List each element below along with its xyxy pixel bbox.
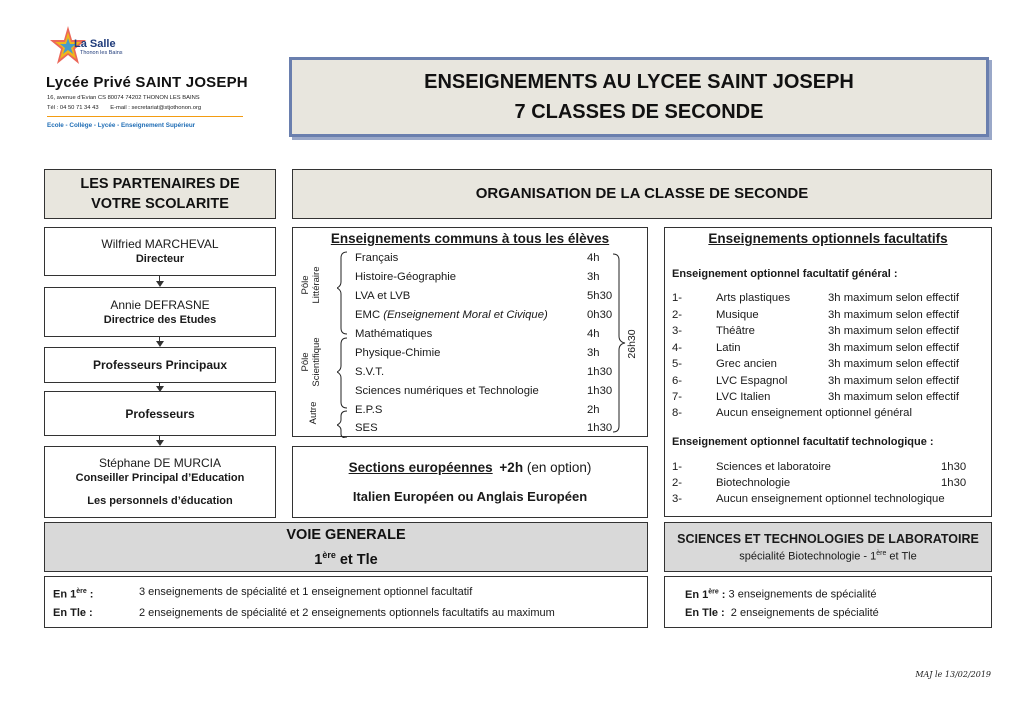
page-title-box — [289, 57, 989, 137]
optional-tech-title: Enseignement optionnel facultatif technologique : — [672, 436, 934, 448]
optional-teachings-box: Enseignements optionnels facultatifs Enseignement optionnel facultatif général : 1- Arts plastiques 3h maximum selon effectif 2- Musique 3h maximum selon effectif 3- Théâtre 3h maximum selon effectif 4- Latin 3h maximum selon effectif 5- Grec ancien 3h maximum selon effectif 6- LVC Espagnol 3h maximum selon effectif 7- LVC Italien 3h maximum selon effectif 8- Aucun enseignement optionnel général Enseignement optionnel facultatif technologique : 1- Sciences et laboratoire 1h30 2- Biotechnologie 1h30 3- Aucun enseignement optionnel technologique — [664, 227, 992, 517]
common-teachings-title: Enseignements communs à tous les élèves — [330, 231, 610, 246]
school-levels: Ecole - Collège - Lycée - Enseignement Supérieur — [47, 122, 196, 129]
voie-generale-details — [44, 576, 648, 628]
partners-header — [44, 169, 276, 219]
european-sections-languages: Italien Européen ou Anglais Européen — [352, 489, 588, 504]
partner-card-cpe — [44, 446, 276, 518]
subject-hours: 4h — [587, 328, 600, 340]
subject-name: Mathématiques — [355, 328, 433, 340]
pole-label-autre: Autre — [308, 401, 319, 425]
school-address: 16, avenue d’Evian CS 80074 74202 THONON LES BAINS — [47, 95, 200, 101]
pole-brackets-icon — [337, 248, 349, 438]
partner-card-main-teachers — [44, 347, 276, 383]
stl-row: En 1ère : 3 enseignements de spécialité — [685, 588, 877, 601]
voie-generale-title: VOIE GENERALE — [286, 526, 406, 543]
total-bracket-icon — [613, 250, 627, 436]
voie-generale-levels: 1ère et Tle — [314, 549, 378, 568]
partner-role: Professeurs — [125, 406, 195, 421]
subject-hours: 1h30 — [587, 366, 613, 378]
subject-name: SES — [355, 422, 378, 434]
organisation-header-text: ORGANISATION DE LA CLASSE DE SECONDE — [475, 185, 809, 202]
pole-label-litteraire: Pôle Littéraire — [300, 266, 322, 304]
partner-role: Directrice des Etudes — [103, 313, 217, 326]
subject-name: Sciences numériques et Technologie — [355, 385, 539, 397]
subject-hours: 1h30 — [587, 422, 613, 434]
partners-header-line2: VOTRE SCOLARITE — [91, 196, 229, 212]
total-hours: 26h30 — [626, 329, 638, 359]
partner-role: Conseiller Principal d’Education — [75, 472, 245, 484]
pole-label-scientifique: Pôle Scientifique — [300, 337, 322, 387]
partner-role: Professeurs Principaux — [92, 358, 228, 372]
logo-divider — [47, 116, 243, 117]
row-text: 2 enseignements de spécialité et 2 enseignements optionnels facultatifs au maximum — [139, 607, 555, 619]
optional-teachings-title: Enseignements optionnels facultatifs — [708, 231, 948, 246]
partner-card-teachers — [44, 391, 276, 436]
subject-name: Français — [355, 252, 399, 264]
subject-name: EMC (Enseignement Moral et Civique) — [355, 309, 548, 321]
update-date: MAJ le 13/02/2019 — [915, 670, 991, 679]
european-sections-box — [292, 446, 648, 518]
school-phone: Tél : 04 50 71 34 43 — [47, 105, 99, 111]
stl-details — [664, 576, 992, 628]
subject-hours: 3h — [587, 271, 600, 283]
common-teachings-box — [292, 227, 648, 437]
row-label: En Tle : — [53, 607, 93, 619]
school-name: Lycée Privé SAINT JOSEPH — [46, 74, 248, 91]
subject-name: Physique-Chimie — [355, 347, 441, 359]
partner-name: Stéphane DE MURCIA — [98, 456, 222, 470]
optional-general-title: Enseignement optionnel facultatif général : — [672, 268, 898, 280]
stl-title: SCIENCES ET TECHNOLOGIES DE LABORATOIRE — [677, 531, 979, 546]
partner-name: Annie DEFRASNE — [110, 297, 210, 312]
organisation-header — [292, 169, 992, 219]
partners-header-line1: LES PARTENAIRES DE — [80, 176, 240, 192]
subject-hours: 1h30 — [587, 385, 613, 397]
page-title: ENSEIGNEMENTS AU LYCEE SAINT JOSEPH — [424, 71, 854, 93]
stl-row: En Tle : 2 enseignements de spécialité — [685, 607, 879, 619]
partner-name: Wilfried MARCHEVAL — [101, 237, 219, 251]
subject-name: S.V.T. — [355, 366, 385, 378]
subject-hours: 5h30 — [587, 290, 613, 302]
logo-brand-sub: Thonon les Bains — [80, 50, 123, 56]
subject-name: LVA et LVB — [355, 290, 411, 302]
partner-extra: Les personnels d’éducation — [87, 495, 233, 507]
partner-role: Directeur — [135, 253, 185, 265]
subject-name: Histoire-Géographie — [355, 271, 457, 283]
row-text: 3 enseignements de spécialité et 1 enseignement optionnel facultatif — [139, 586, 473, 598]
page-subtitle: 7 CLASSES DE SECONDE — [514, 101, 764, 123]
subject-hours: 4h — [587, 252, 600, 264]
stl-subtitle: spécialité Biotechnologie - 1ère et Tle — [739, 549, 917, 563]
voie-generale-header — [44, 522, 648, 572]
subject-hours: 0h30 — [587, 309, 613, 321]
partner-card-studies — [44, 287, 276, 337]
european-sections-heading: Sections européennes +2h (en option) — [348, 460, 592, 475]
school-contact — [47, 105, 201, 111]
row-label: En 1ère : — [53, 588, 94, 601]
subject-hours: 3h — [587, 347, 600, 359]
subject-hours: 2h — [587, 404, 600, 416]
partner-card-director — [44, 227, 276, 276]
school-email[interactable]: E-mail : secretariat@stjothonon.org — [110, 105, 202, 111]
subject-name: E.P.S — [355, 404, 383, 416]
logo-brand: La Salle — [74, 38, 116, 50]
stl-header — [664, 522, 992, 572]
